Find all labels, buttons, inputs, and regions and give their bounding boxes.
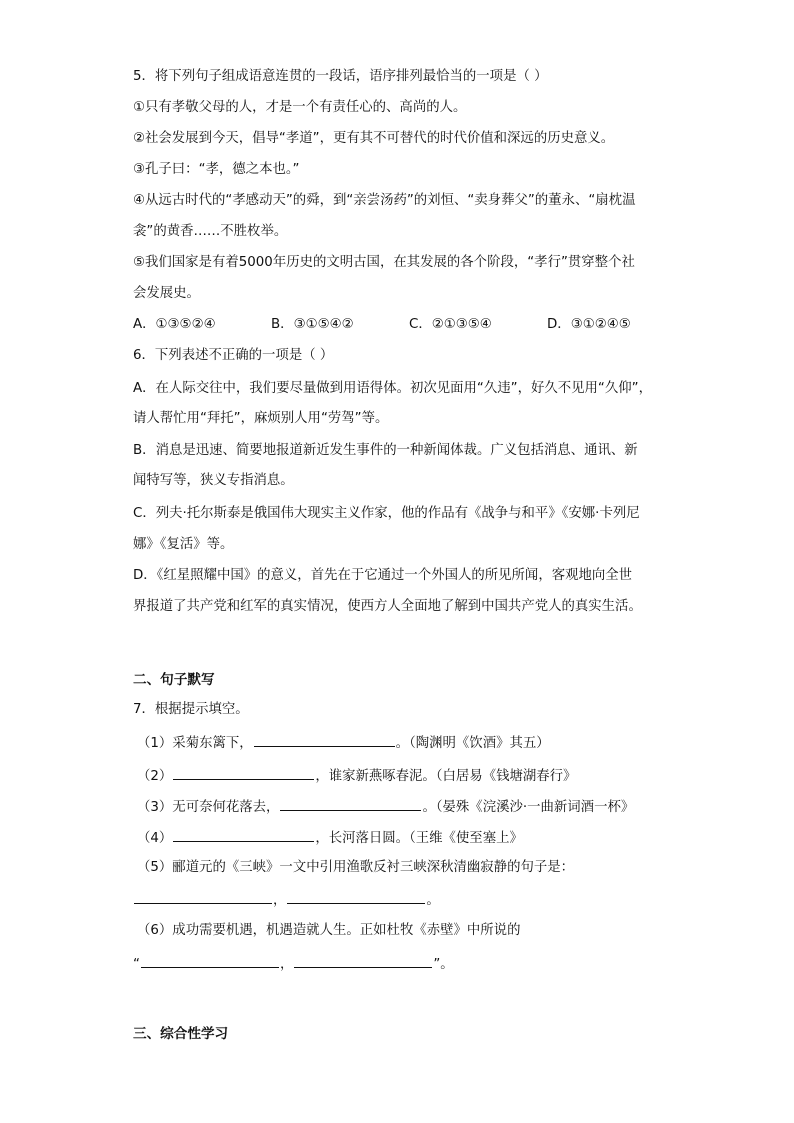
q5-sentence-5a: ⑤我们国家是有着5000年历史的文明古国，在其发展的各个阶段，“孝行”贯穿整个社 [133,255,635,270]
q5-option-b: B．③①⑤④② [271,317,354,332]
q5-sentence-5b: 会发展史。 [133,286,200,301]
q7-item-2-prefix: （2） [137,769,173,784]
q7-item-6-comma: ， [279,957,294,972]
q7-item-2 [137,766,737,786]
q6-option-b-line1: B．消息是迅速、简要地报道新近发生事件的一种新闻体裁。广义包括消息、通讯、新 [133,443,638,458]
q7-item-4-blank[interactable] [173,828,314,842]
q5-sentence-2: ②社会发展到今天，倡导“孝道”，更有其不可替代的时代价值和深远的历史意义。 [133,131,615,146]
q6-option-c-line1: C．列夫·托尔斯泰是俄国伟大现实主义作家，他的作品有《战争与和平》《安娜·卡列尼 [133,506,640,521]
q7-item-5: （5）郦道元的《三峡》一文中引用渔歌反衬三峡深秋清幽寂静的句子是： [137,860,575,875]
q5-option-c: C．②①③⑤④ [409,317,492,332]
q7-item-5-period: 。 [426,893,440,908]
q7-item-6-open-quote: “ [133,957,140,972]
q5-sentence-1: ①只有孝敬父母的人，才是一个有责任心的、高尚的人。 [133,100,467,115]
section-heading-2: 二、句子默写 [133,672,215,688]
q7-item-3 [137,797,737,817]
q7-item-5-comma: ， [273,893,287,908]
q7-item-5-blank-2[interactable] [287,890,425,904]
q7-item-1-suffix: 。（陶渊明《饮酒》其五） [395,736,550,751]
q7-item-1-prefix: （1）采菊东篱下， [137,736,253,751]
q7-item-6-close-quote: ”。 [433,957,454,972]
q7-item-4 [137,828,737,848]
q7-item-3-suffix: 。（晏殊《浣溪沙·一曲新词酒一杯》 [422,800,635,815]
q6-option-a-line1: A．在人际交往中，我们要尽量做到用语得体。初次见面用“久违”，好久不见用“久仰”， [133,381,652,396]
q5-option-a: A．①③⑤②④ [133,317,216,332]
q6-option-a-line2: 请人帮忙用“拜托”，麻烦别人用“劳驾”等。 [133,411,389,426]
q7-item-6-blank-1[interactable] [141,954,279,968]
section-heading-3: 三、综合性学习 [133,1026,229,1042]
q6-option-c-line2: 娜》《复活》等。 [133,537,234,552]
q5-sentence-3: ③孔子曰：“孝，德之本也。” [133,162,300,177]
q5-stem: 5．将下列句子组成语意连贯的一段话，语序排列最恰当的一项是（ ） [133,69,548,84]
q6-stem: 6．下列表述不正确的一项是（ ） [133,348,334,363]
q7-item-3-prefix: （3）无可奈何花落去， [137,800,280,815]
q7-item-5-blank-1[interactable] [134,890,272,904]
q5-sentence-4b: 衾”的黄香……不胜枚举。 [133,224,288,239]
q7-item-4-suffix: ，长河落日圆。（王维《使至塞上》 [315,831,523,846]
q6-option-d-line2: 界报道了共产党和红军的真实情况，使西方人全面地了解到中国共产党人的真实生活。 [133,599,642,614]
q5-options [133,316,733,334]
q7-item-1 [137,733,737,753]
q7-item-2-blank[interactable] [173,766,314,780]
q7-item-3-blank[interactable] [280,797,421,811]
q6-option-b-line2: 闻特写等，狭义专指消息。 [133,473,294,488]
q7-item-6-answer [133,954,733,974]
q6-option-d-line1: D．《红星照耀中国》的意义，首先在于它通过一个外国人的所见所闻，客观地向全世 [133,568,633,583]
q7-item-4-prefix: （4） [137,831,173,846]
q7-item-6-blank-2[interactable] [294,954,432,968]
q7-item-6: （6）成功需要机遇，机遇造就人生。正如杜牧《赤壁》中所说的 [137,923,521,938]
q5-sentence-4a: ④从远古时代的“孝感动天”的舜，到“亲尝汤药”的刘恒、“卖身葬父”的董永、“扇枕温 [133,193,636,208]
q7-stem: 7．根据提示填空。 [133,702,249,717]
q7-item-5-answer [133,890,733,910]
q7-item-1-blank[interactable] [254,733,395,747]
q7-item-2-suffix: ，谁家新燕啄春泥。（白居易《钱塘湖春行》 [315,769,577,784]
q5-option-d: D．③①②④⑤ [547,317,631,332]
